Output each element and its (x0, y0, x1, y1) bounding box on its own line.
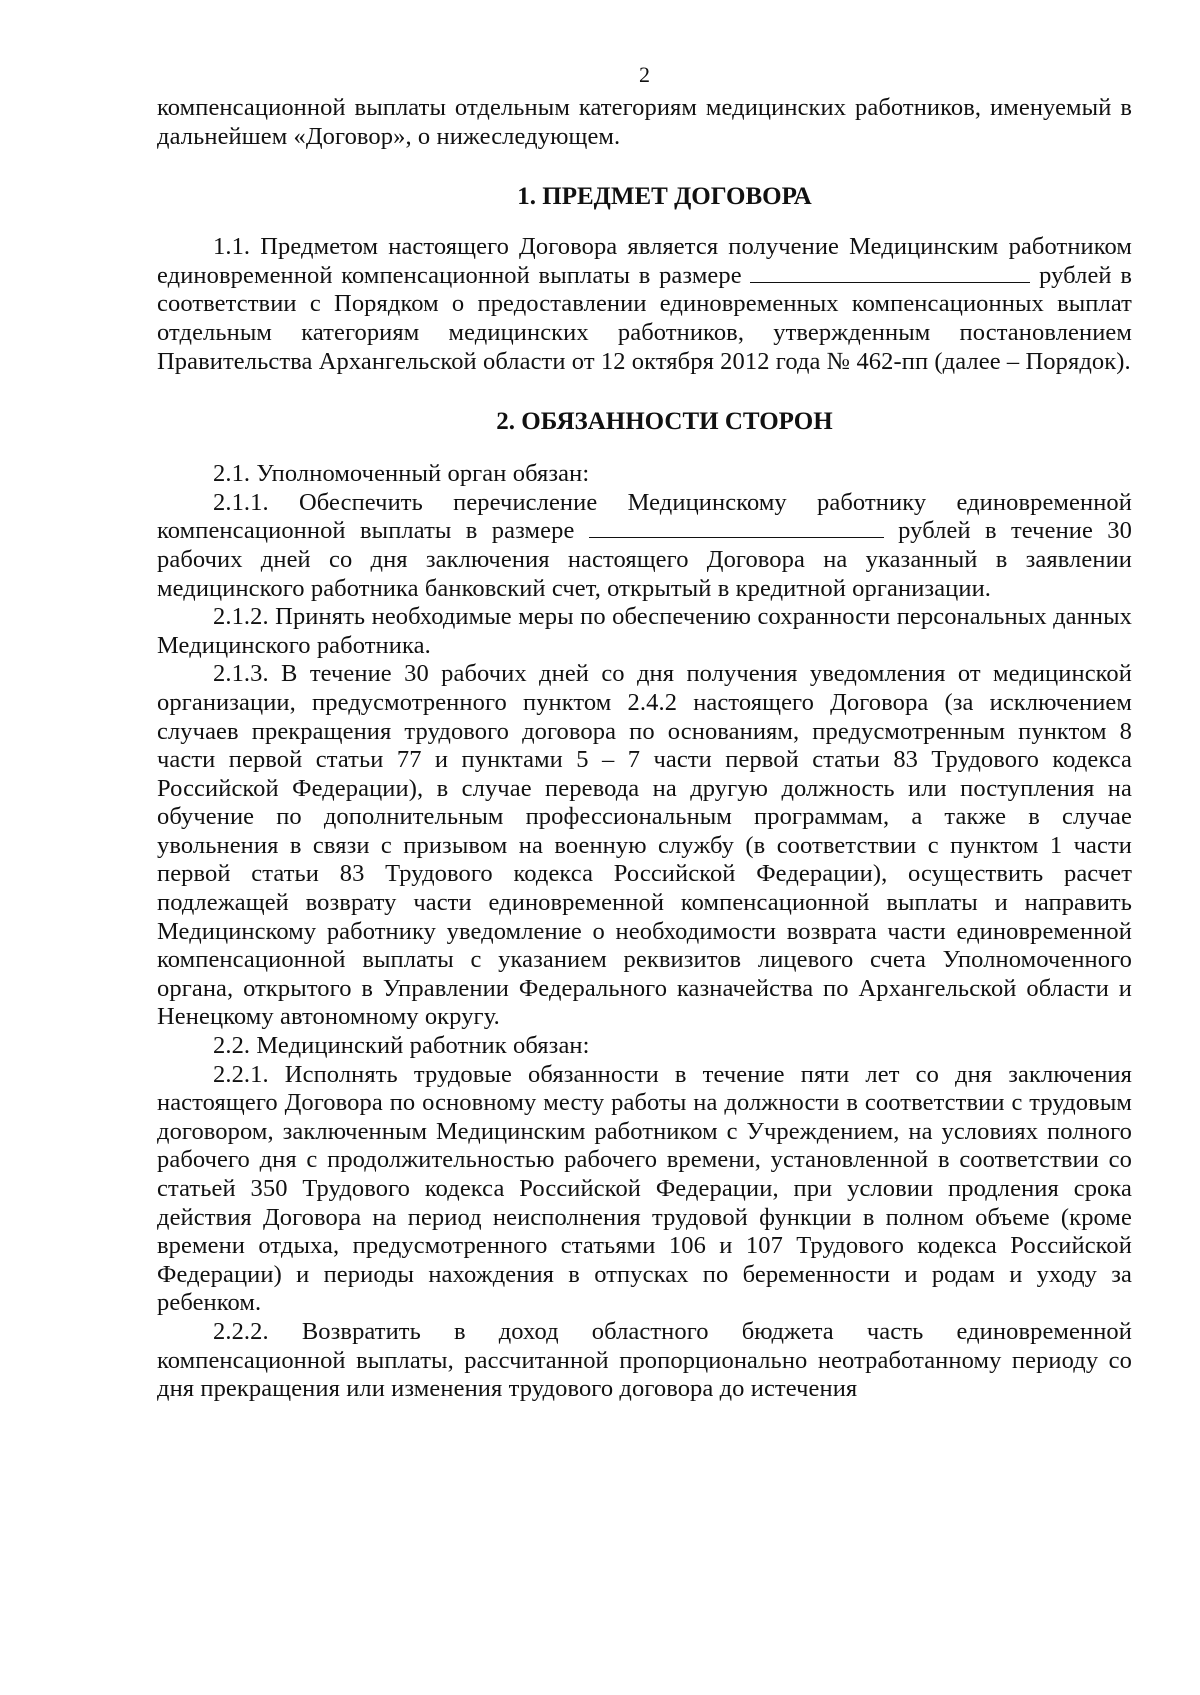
page-number: 2 (639, 62, 650, 87)
paragraph-2-1-2: 2.1.2. Принять необходимые меры по обеспечению сохранности персональных данных Медицинского работника. (157, 603, 1132, 659)
amount-blank-line (750, 262, 1030, 283)
paragraph-2-1-1-start: 2.1.1. Обеспечить перечисление Медицинскому работнику единовременной компенсационной выплаты в размере (157, 488, 1132, 545)
section-1-title: 1. ПРЕДМЕТ ДОГОВОРА (517, 183, 812, 211)
amount-blank-line (589, 517, 884, 538)
intro-paragraph: компенсационной выплаты отдельным категориям медицинских работников, именуемый в дальнейшем «Договор», о нижеследующем. (157, 94, 1132, 150)
paragraph-2-1-1-end: рублей в течение 30 рабочих дней со дня заключения настоящего Договора на указанный в заявлении медицинского работника банковский счет, открытый в кредитной организации. (157, 517, 1132, 602)
paragraph-1-1 (157, 233, 1132, 376)
paragraph-1-1-end: рублей в соответствии с Порядком о предоставлении единовременных компенсационных выплат отдельным категориям медицинских работников, утвержденным постановлением Правительства Архангельской области от 12 октября 2012 года № 462-пп (далее – Порядок). (157, 261, 1132, 375)
paragraph-2-1-3: 2.1.3. В течение 30 рабочих дней со дня получения уведомления от медицинской организации, предусмотренного пунктом 2.4.2 настоящего Договора (за исключением случаев прекращения трудового договора по основаниям, предусмотренным пунктом 8 части первой статьи 77 и пунктами 5 – 7 части первой статьи 83 Трудового кодекса Российской Федерации), в случае перевода на другую должность или поступления на обучение по дополнительным профессиональным программам, а также в случае увольнения в связи с призывом на военную службу (в соответствии с пунктом 1 части первой статьи 83 Трудового кодекса Российской Федерации), осуществить расчет подлежащей возврату части единовременной компенсационной выплаты и направить Медицинскому работнику уведомление о необходимости возврата части единовременной компенсационной выплаты с указанием реквизитов лицевого счета Уполномоченного органа, открытого в Управлении Федерального казначейства по Архангельской области и Ненецкому автономному округу. (157, 660, 1132, 1031)
paragraph-2-1: 2.1. Уполномоченный орган обязан: (213, 460, 590, 488)
paragraph-2-1-1 (157, 489, 1132, 603)
paragraph-2-2-2: 2.2.2. Возвратить в доход областного бюджета часть единовременной компенсационной выплаты, рассчитанной пропорционально неотработанному периоду со дня прекращения или изменения трудового договора до истечения (157, 1317, 1132, 1403)
paragraph-1-1-start: 1.1. Предметом настоящего Договора является получение Медицинским работником единовременной компенсационной выплаты в размере (157, 233, 1132, 289)
paragraph-2-2: 2.2. Медицинский работник обязан: (213, 1032, 590, 1060)
paragraph-2-2-1: 2.2.1. Исполнять трудовые обязанности в течение пяти лет со дня заключения настоящего Договора по основному месту работы на должности в соответствии с трудовым договором, заключенным Медицинским работником с Учреждением, на условиях полного рабочего дня с продолжительностью рабочего времени, установленной в соответствии со статьей 350 Трудового кодекса Российской Федерации, при условии продления срока действия Договора на период неисполнения трудовой функции в полном объеме (кроме времени отдыха, предусмотренного статьями 106 и 107 Трудового кодекса Российской Федерации) и периоды нахождения в отпусках по беременности и родам и уходу за ребенком. (157, 1060, 1132, 1317)
section-2-title: 2. ОБЯЗАННОСТИ СТОРОН (496, 408, 833, 436)
